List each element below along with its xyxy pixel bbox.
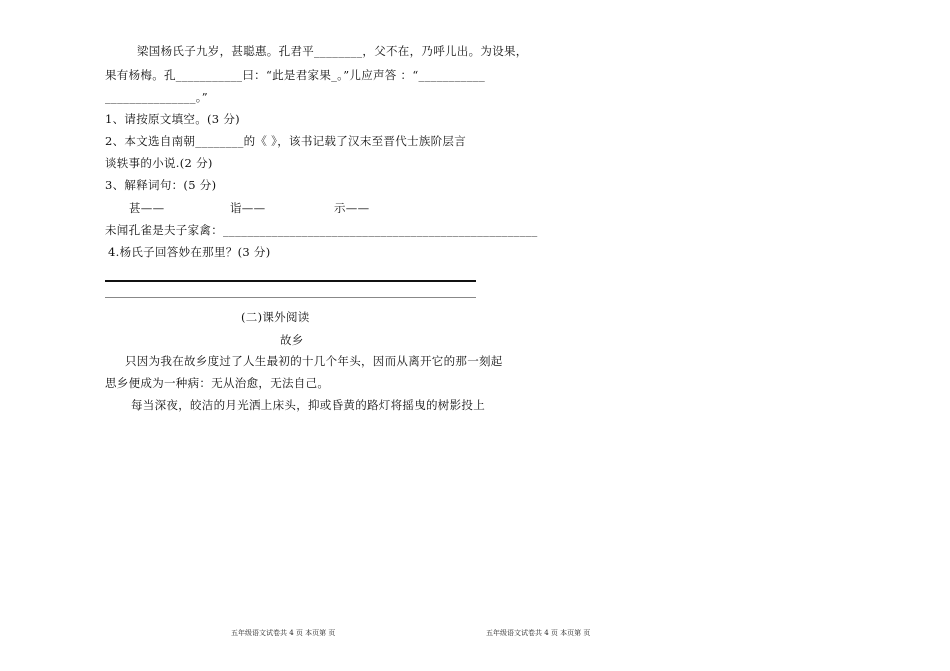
footer-left: 五年级语文试卷共 4 页 本页第 页 xyxy=(231,629,336,637)
question-3: 3、解释词句：(5 分) xyxy=(105,178,217,192)
question-1: 1、请按原文填空。(3 分) xyxy=(105,112,240,126)
passage-line-1: 梁国杨氏子九岁，甚聪惠。孔君平________，父不在，乃呼儿出。为设果， xyxy=(137,44,528,58)
question-3-term-3: 示—— xyxy=(334,201,370,215)
answer-line-thin xyxy=(105,297,476,298)
question-2-line-2: 谈轶事的小说.(2 分) xyxy=(105,156,213,170)
section-title: (二)课外阅读 xyxy=(241,310,310,324)
article-para-1-line-2: 思乡便成为一种病：无从治愈，无法自己。 xyxy=(105,376,330,390)
article-para-2-line-1: 每当深夜，皎洁的月光洒上床头，抑或昏黄的路灯将摇曳的树影投上 xyxy=(131,398,485,412)
passage-line-2: 果有杨梅。孔___________曰：“此是君家果_。”儿应声答 ：“___________ xyxy=(105,68,486,82)
answer-line-thick xyxy=(105,280,476,282)
footer-right: 五年级语文试卷共 4 页 本页第 页 xyxy=(486,629,591,637)
question-3-term-1: 甚—— xyxy=(129,201,165,215)
question-3-sentence: 未闻孔雀是夫子家禽：____________________________________________________ xyxy=(105,223,538,237)
passage-line-3: _______________。” xyxy=(105,90,208,104)
question-4: 4.杨氏子回答妙在那里？(3 分) xyxy=(108,245,271,259)
question-2-line-1: 2、本文选自南朝________的《 》，该书记载了汉末至晋代士族阶层言 xyxy=(105,134,467,148)
article-title: 故乡 xyxy=(280,333,304,347)
question-3-term-2: 诣—— xyxy=(230,201,266,215)
article-para-1-line-1: 只因为我在故乡度过了人生最初的十几个年头，因而从离开它的那一刻起 xyxy=(125,354,503,368)
